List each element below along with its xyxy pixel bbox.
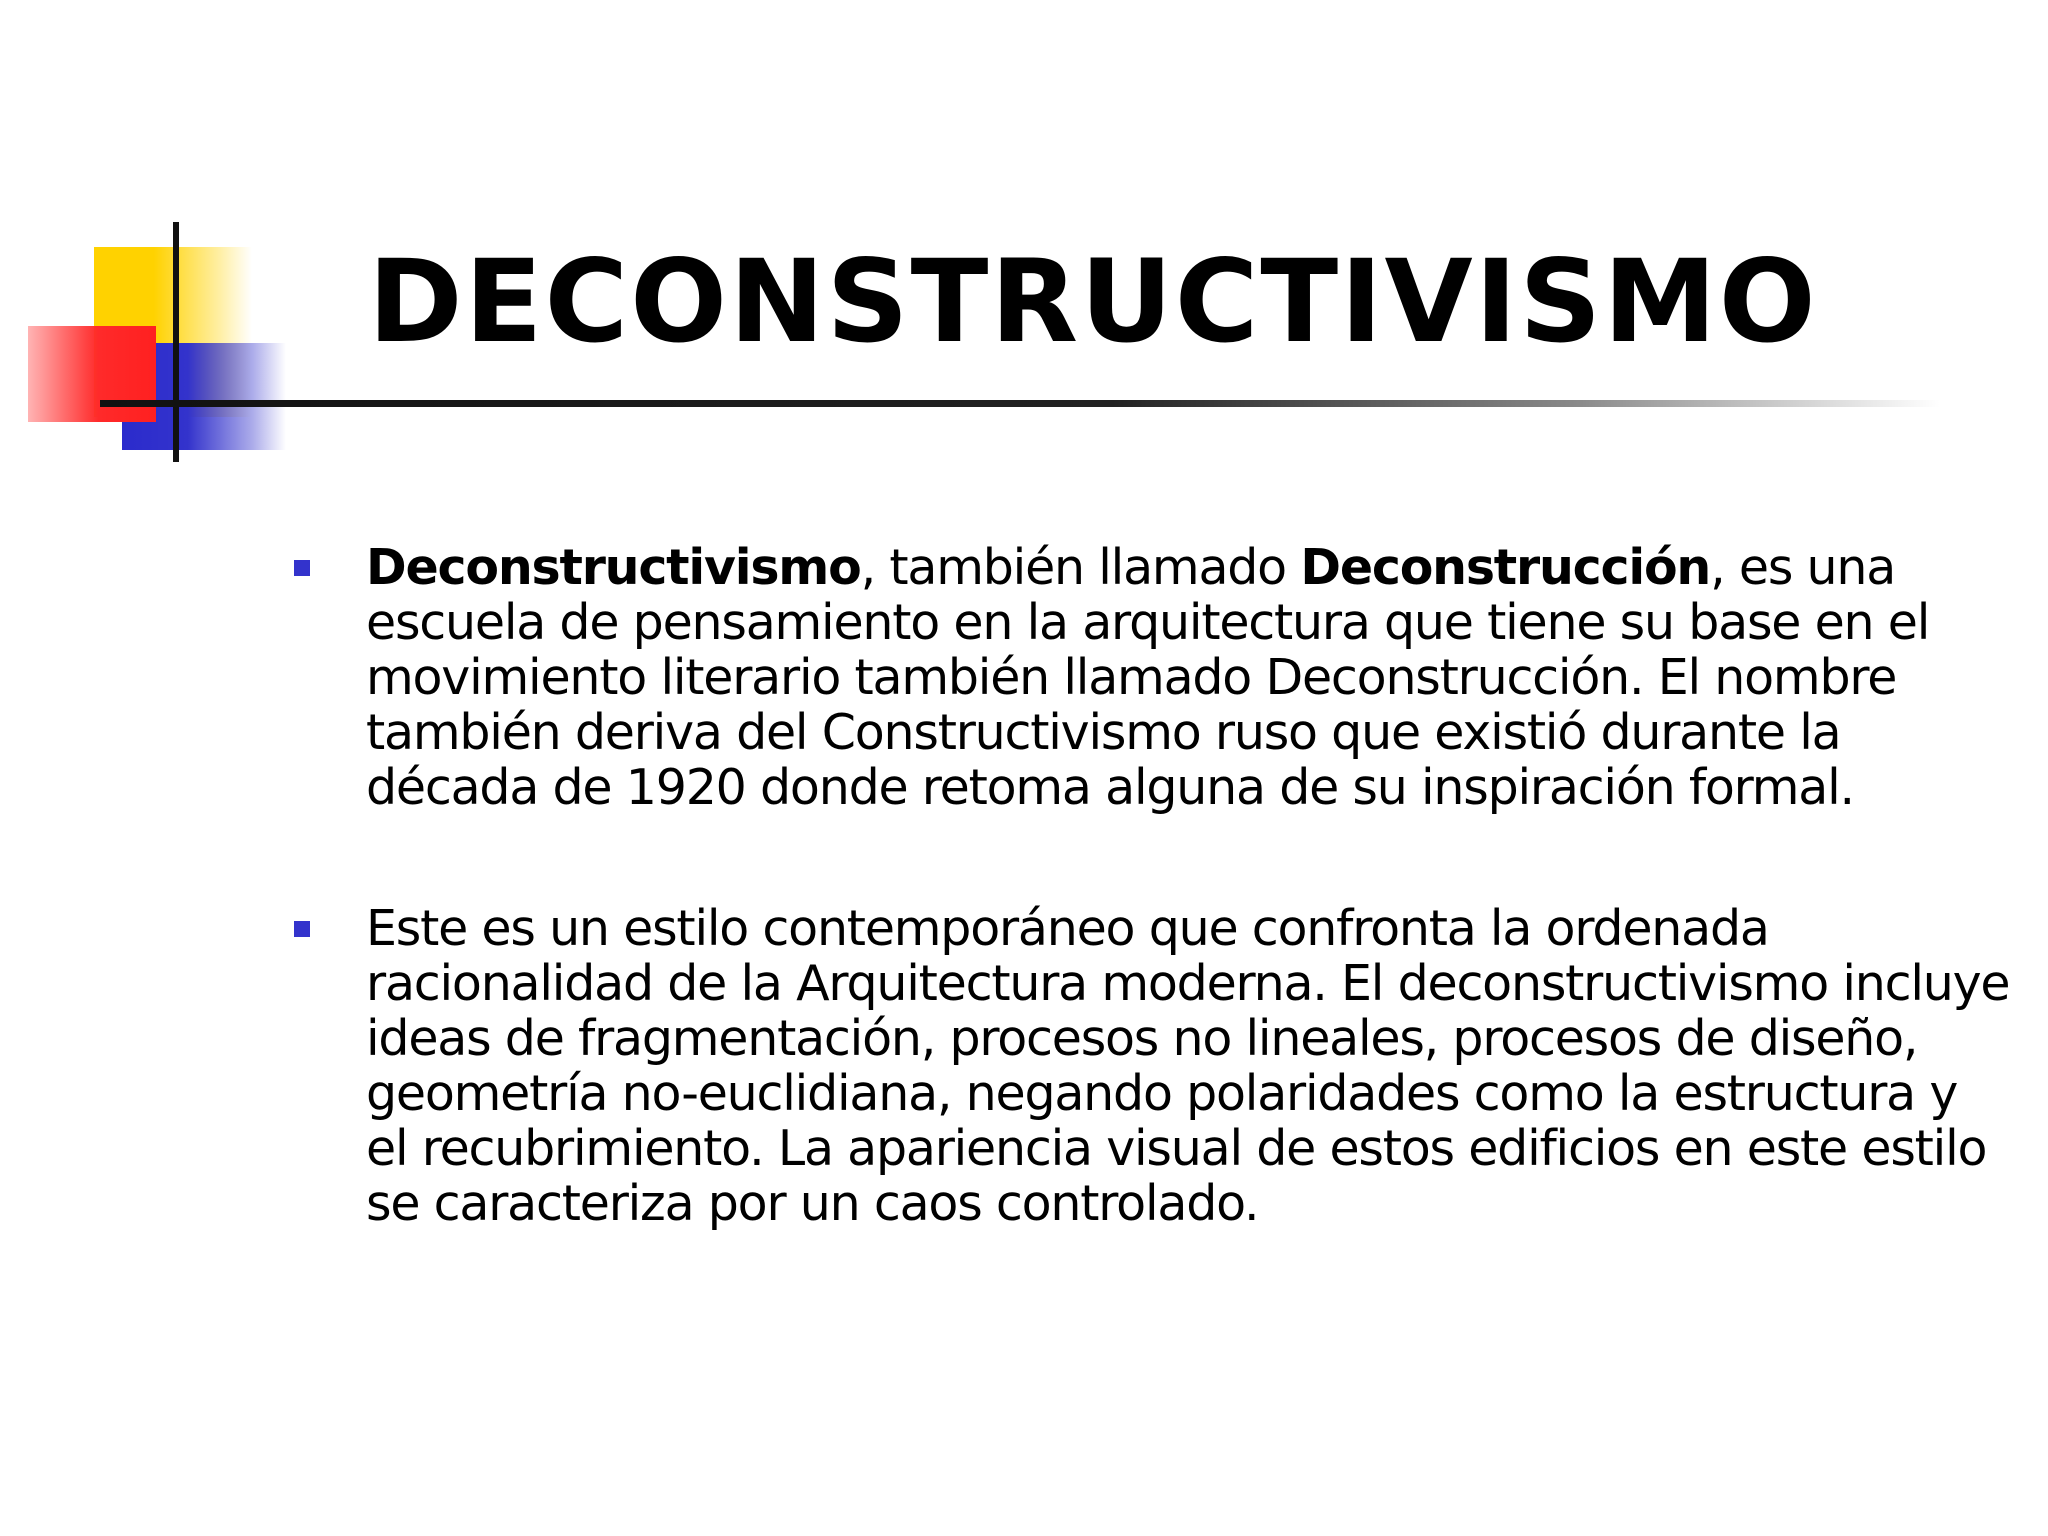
square-bullet-icon [294, 560, 310, 576]
bold-term: Deconstructivismo [366, 539, 861, 596]
slide-title: DECONSTRUCTIVISMO [368, 235, 1818, 368]
bold-term: Deconstrucción [1300, 539, 1711, 596]
title-underline [100, 400, 1940, 407]
bullet-text-part: , es una escuela de pensamiento en la arquitectura que tiene su base en el movimiento literario también llamado Deconstrucción. El nombre también deriva del Constructivismo ruso que existió durante la década de 1920 donde retoma alguna de su inspiración formal. [366, 539, 1930, 816]
bullet-text: Este es un estilo contemporáneo que confronta la ordenada racionalidad de la Arquitectura moderna. El deconstructivismo incluye ideas de fragmentación, procesos no lineales, procesos de diseño, geometría no-euclidiana, negando polaridades como la estructura y el recubrimiento. La apariencia visual de estos edificios en este estilo se caracteriza por un caos controlado. [366, 900, 2010, 1232]
bullet-list [290, 540, 2010, 1317]
bullet-item-1 [290, 540, 2010, 815]
square-bullet-icon [294, 921, 310, 937]
vertical-rule [173, 222, 179, 462]
red-square [28, 326, 156, 422]
bullet-item-2 [290, 901, 2010, 1231]
bullet-text-part: , también llamado [860, 539, 1301, 596]
